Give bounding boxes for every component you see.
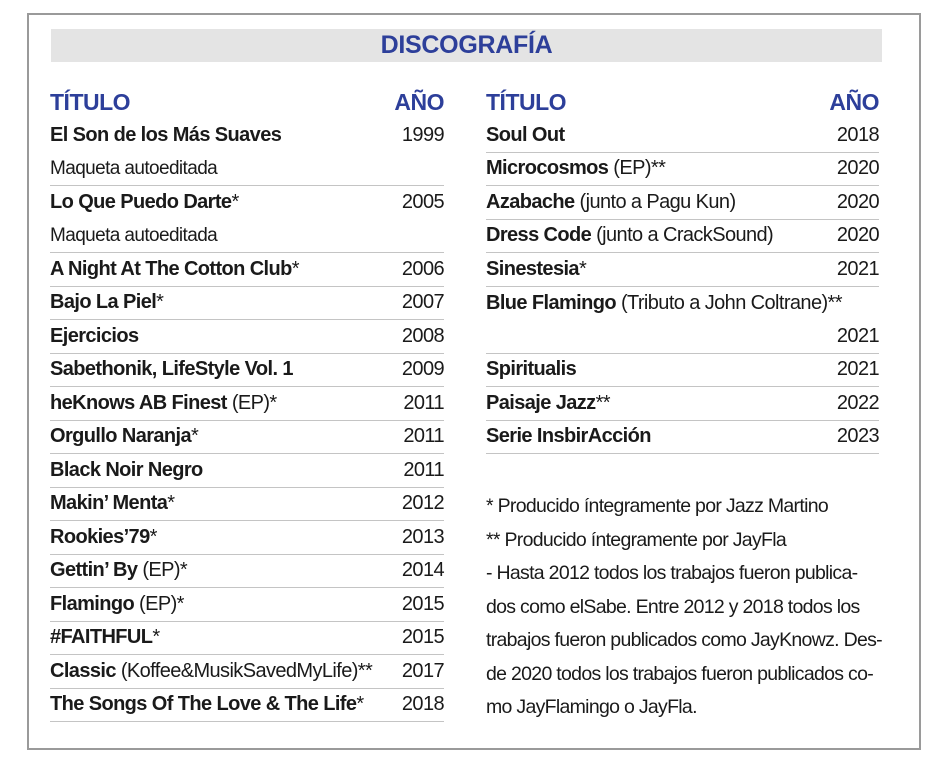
album-year: 2020: [836, 190, 879, 213]
table-row: [486, 186, 879, 220]
title-column-label: TÍTULO: [50, 88, 131, 115]
album-extra: (junto a Pagu Kun): [574, 190, 736, 213]
album-note: Maqueta autoeditada: [50, 220, 444, 254]
album-note: Maqueta autoeditada: [50, 153, 444, 187]
year-column-label: AÑO: [394, 88, 444, 115]
left-column: [50, 85, 444, 722]
table-row: [50, 320, 444, 354]
album-year: 2018: [836, 123, 879, 146]
table-row: [50, 354, 444, 388]
album-year: 2006: [401, 257, 444, 280]
album-title: #FAITHFUL: [50, 626, 153, 649]
album-year: 2007: [401, 291, 444, 314]
album-extra: (EP)*: [226, 391, 277, 414]
table-row: [50, 387, 444, 421]
right-column: [486, 85, 879, 454]
album-title: Rookies’79: [50, 525, 150, 548]
album-title: Microcosmos: [486, 157, 609, 180]
table-row: [486, 153, 879, 187]
album-title: Blue Flamingo: [486, 291, 616, 314]
album-year: 2021: [836, 358, 879, 381]
album-title: Spiritualis: [486, 358, 577, 381]
album-year: 2018: [401, 693, 444, 716]
album-title: Soul Out: [486, 123, 565, 146]
footnote-line: * Producido íntegramente por Jazz Martino: [486, 495, 828, 517]
table-row: [50, 655, 444, 689]
table-row: [50, 186, 444, 220]
album-year: 2020: [836, 224, 879, 247]
table-row: [486, 287, 879, 321]
table-row-continuation: [486, 320, 879, 354]
album-title: Gettin’ By: [50, 559, 138, 582]
footnote-line: dos como elSabe. Entre 2012 y 2018 todos los: [486, 595, 860, 618]
album-title: Lo Que Puedo Darte: [50, 191, 232, 214]
album-title: The Songs Of The Love & The Life: [50, 693, 357, 716]
footnotes: [486, 490, 882, 725]
table-row: [486, 421, 879, 455]
album-year: 2023: [836, 425, 879, 448]
album-year: 2013: [401, 525, 444, 548]
album-title: Serie InsbirAcción: [486, 425, 651, 448]
album-extra: *: [152, 626, 160, 649]
footnote-line: de 2020 todos los trabajos fueron publicados co-: [486, 662, 874, 685]
album-year: 2011: [403, 425, 444, 448]
discography-header: [51, 29, 882, 62]
table-row: [50, 622, 444, 656]
album-title: Sinestesia: [486, 257, 579, 280]
album-year: 2021: [836, 257, 879, 280]
album-title: Sabethonik, LifeStyle Vol. 1: [50, 358, 293, 381]
album-extra: *: [191, 425, 199, 448]
table-row: [486, 220, 879, 254]
album-title: Flamingo: [50, 592, 135, 615]
table-row: [486, 253, 879, 287]
album-extra: (junto a CrackSound): [591, 224, 774, 247]
album-year: 2020: [836, 157, 879, 180]
album-title: Classic: [50, 659, 116, 682]
footnote-line: - Hasta 2012 todos los trabajos fueron publica-: [486, 562, 858, 584]
album-title: Black Noir Negro: [50, 458, 203, 481]
table-row: [50, 253, 444, 287]
table-row: [486, 354, 879, 388]
album-extra: (EP)*: [134, 592, 184, 615]
album-title: El Son de los Más Suaves: [50, 124, 282, 147]
table-row: [50, 689, 444, 723]
album-extra: *: [578, 257, 587, 280]
album-extra: **: [595, 391, 610, 414]
album-extra: (Tributo a John Coltrane)**: [615, 291, 842, 314]
album-extra: (EP)*: [137, 559, 188, 582]
album-title: Dress Code: [486, 224, 592, 247]
album-extra: *: [356, 693, 364, 716]
album-year: 2008: [401, 324, 444, 347]
table-row: [50, 521, 444, 555]
album-year: 2009: [401, 358, 444, 381]
table-row: [50, 287, 444, 321]
table-row: [50, 454, 444, 488]
album-title: Orgullo Naranja: [50, 425, 192, 448]
album-extra: (EP)**: [608, 157, 666, 180]
album-year: 2014: [401, 559, 444, 582]
table-row: [50, 421, 444, 455]
year-column-label: AÑO: [829, 88, 879, 115]
album-year: 2011: [403, 458, 444, 481]
right-column-header: [486, 85, 879, 119]
table-row: [486, 119, 879, 153]
album-year: 1999: [401, 124, 444, 147]
left-column-header: [50, 85, 444, 119]
album-title: Makin’ Menta: [50, 492, 168, 515]
table-row: [50, 555, 444, 589]
table-row: [50, 119, 444, 153]
album-extra: *: [291, 257, 299, 280]
album-year: 2022: [836, 391, 879, 414]
album-extra: (Koffee&MusikSavedMyLife)**: [115, 659, 373, 682]
table-row: [50, 488, 444, 522]
album-extra: *: [156, 291, 164, 314]
album-title: Azabache: [486, 190, 575, 213]
album-title: Bajo La Piel: [50, 291, 157, 314]
album-year: 2017: [401, 659, 444, 682]
table-row: [486, 387, 879, 421]
footnote-line: mo JayFlamingo o JayFla.: [486, 696, 697, 718]
album-extra: *: [149, 525, 157, 548]
album-title: Paisaje Jazz: [486, 391, 596, 414]
footnote-line: ** Producido íntegramente por JayFla: [486, 528, 786, 551]
album-year: 2015: [401, 592, 444, 615]
album-title: A Night At The Cotton Club: [50, 257, 292, 280]
footnote-line: trabajos fueron publicados como JayKnowz. Des-: [486, 629, 882, 651]
album-year: 2011: [403, 391, 444, 414]
album-year: 2015: [401, 626, 444, 649]
album-year: 2005: [401, 191, 444, 214]
album-extra: *: [167, 492, 175, 515]
title-column-label: TÍTULO: [486, 88, 567, 115]
album-year: 2012: [401, 492, 444, 515]
album-extra: *: [231, 191, 239, 214]
album-title: heKnows AB Finest: [50, 391, 227, 414]
album-year: 2021: [836, 324, 879, 347]
album-title: Ejercicios: [50, 324, 139, 347]
table-row: [50, 588, 444, 622]
discography-title: DISCOGRAFÍA: [380, 31, 553, 59]
